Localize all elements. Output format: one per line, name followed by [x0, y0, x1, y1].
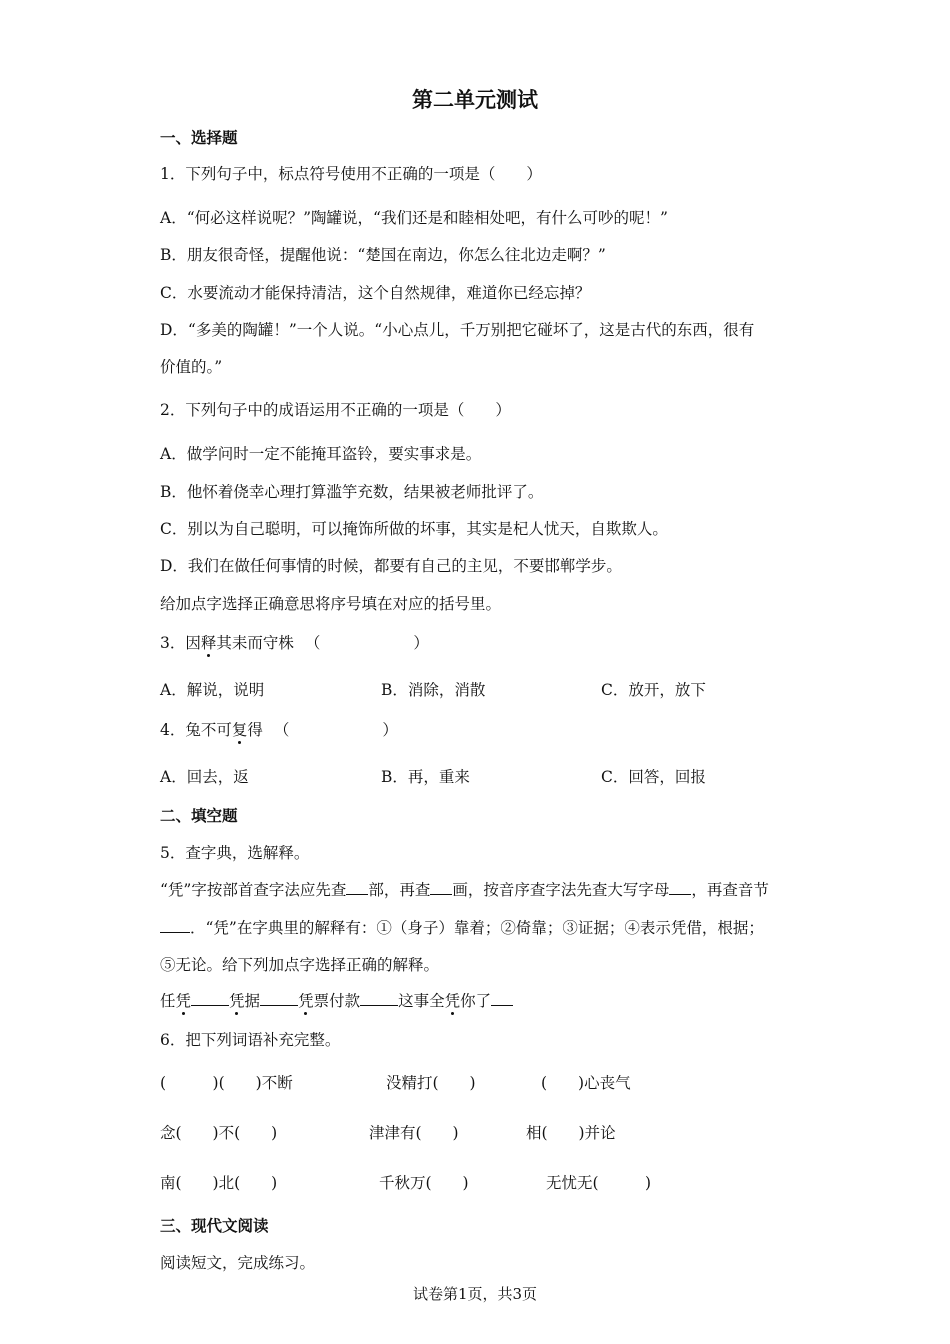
idiom-1-2: 没精打( ) [386, 1074, 476, 1092]
page-title: 第二单元测试 [412, 88, 538, 112]
word1-dotted-char: 凭 [175, 992, 192, 1010]
reading-instruction: 阅读短文，完成练习。 [160, 1254, 316, 1272]
q3-answer-paren: （ ） [304, 634, 429, 652]
q1-stem: 1．下列句子中，标点符号使用不正确的一项是（ ） [160, 165, 542, 183]
q2-option-c: C．别以为自己聪明，可以掩饰所做的坏事，其实是杞人忧天，自欺欺人。 [160, 520, 668, 538]
idiom-3-2: 千秋万( ) [379, 1174, 469, 1192]
section-heading-reading: 三、现代文阅读 [160, 1217, 269, 1235]
idiom-2-1: 念( )不( ) [160, 1124, 278, 1142]
q2-option-d: D．我们在做任何事情的时候，都要有自己的主见，不要邯郸学步。 [160, 557, 622, 575]
word4-dotted-char: 凭 [444, 992, 461, 1010]
idiom-3-3: 无忧无( ) [546, 1174, 652, 1192]
q5-text-c: 画，按音序查字法先查大写字母 [452, 881, 670, 899]
q1-option-c: C．水要流动才能保持清洁，这个自然规律，难道你已经忘掉？ [160, 284, 591, 302]
q5-stem: 5．查字典，选解释。 [160, 844, 310, 862]
blank-syllable[interactable] [160, 918, 190, 933]
q4-option-a: A．回去，返 [160, 768, 249, 786]
idiom-3-1: 南( )北( ) [160, 1174, 278, 1192]
section-heading-fill: 二、填空题 [160, 807, 238, 825]
q4-text-pre: 4．兔不可 [160, 721, 232, 739]
word2-post: 据 [244, 992, 261, 1010]
q4-text-post: 得 [247, 721, 263, 739]
q2-stem: 2．下列句子中的成语运用不正确的一项是（ ） [160, 401, 511, 419]
q3-dotted-char: 释 [200, 634, 217, 652]
section-heading-choice: 一、选择题 [160, 129, 238, 147]
q1-option-d: D．“多美的陶罐！”一个人说。“小心点儿，千万别把它碰坏了，这是古代的东西，很有 [160, 321, 755, 339]
q4-option-c: C．回答，回报 [601, 768, 706, 786]
q5-text-d: ，再查音节 [691, 881, 769, 899]
q4-stem [160, 718, 398, 740]
q3-stem [160, 631, 429, 653]
word3-post: 票付款 [313, 992, 361, 1010]
word3-dotted-char: 凭 [298, 992, 314, 1010]
q3-option-c: C．放开，放下 [601, 681, 706, 699]
blank-radical[interactable] [346, 880, 368, 895]
word4-pre: 这事全 [398, 992, 445, 1010]
q2-option-b: B．他怀着侥幸心理打算滥竽充数，结果被老师批评了。 [160, 483, 544, 501]
blank-letter[interactable] [669, 880, 691, 895]
idiom-1-3: ( )心丧气 [541, 1074, 631, 1092]
q4-answer-paren: （ ） [273, 721, 398, 739]
blank-word2[interactable] [260, 991, 298, 1006]
blank-word3[interactable] [360, 991, 398, 1006]
idiom-2-2: 津津有( ) [369, 1124, 459, 1142]
word1-pre: 任 [160, 992, 176, 1010]
q5-words-line [160, 989, 513, 1011]
word4-post: 你了 [460, 992, 492, 1010]
q5-text-b: 部，再查 [368, 881, 431, 899]
q4-dotted-char: 复 [231, 721, 248, 739]
idiom-2-3: 相( )并论 [526, 1124, 616, 1142]
q6-stem: 6．把下列词语补充完整。 [160, 1031, 341, 1049]
blank-word4[interactable] [491, 991, 513, 1006]
q5-text-a: “凭”字按部首查字法应先查 [160, 881, 347, 899]
q5-line-2 [160, 916, 764, 938]
q5-line-3: ⑤无论。给下列加点字选择正确的解释。 [160, 956, 440, 974]
blank-word1[interactable] [191, 991, 229, 1006]
q5-definitions: ．“凭”在字典里的解释有：①（身子）靠着；②倚靠；③证据；④表示凭借，根据； [190, 919, 764, 937]
q3-option-a: A．解说，说明 [160, 681, 265, 699]
instruction-text: 给加点字选择正确意思将序号填在对应的括号里。 [160, 595, 502, 613]
q2-option-a: A．做学问时一定不能掩耳盗铃，要实事求是。 [160, 445, 482, 463]
q3-option-b: B．消除，消散 [381, 681, 486, 699]
idiom-1-1: ( )( )不断 [160, 1074, 293, 1092]
page-footer: 试卷第1页，共3页 [412, 1285, 538, 1303]
q3-text-post: 其耒而守株 [216, 634, 294, 652]
q4-option-b: B．再，重来 [381, 768, 470, 786]
blank-strokes[interactable] [430, 880, 452, 895]
q3-text-pre: 3．因 [160, 634, 201, 652]
q1-option-a: A．“何必这样说呢？”陶罐说，“我们还是和睦相处吧，有什么可吵的呢！” [160, 209, 668, 227]
q5-line-1 [160, 878, 769, 900]
q1-option-d-continued: 价值的。” [160, 358, 223, 376]
word2-dotted-char: 凭 [229, 992, 245, 1010]
q1-option-b: B．朋友很奇怪，提醒他说：“楚国在南边，你怎么往北边走啊？” [160, 246, 606, 264]
